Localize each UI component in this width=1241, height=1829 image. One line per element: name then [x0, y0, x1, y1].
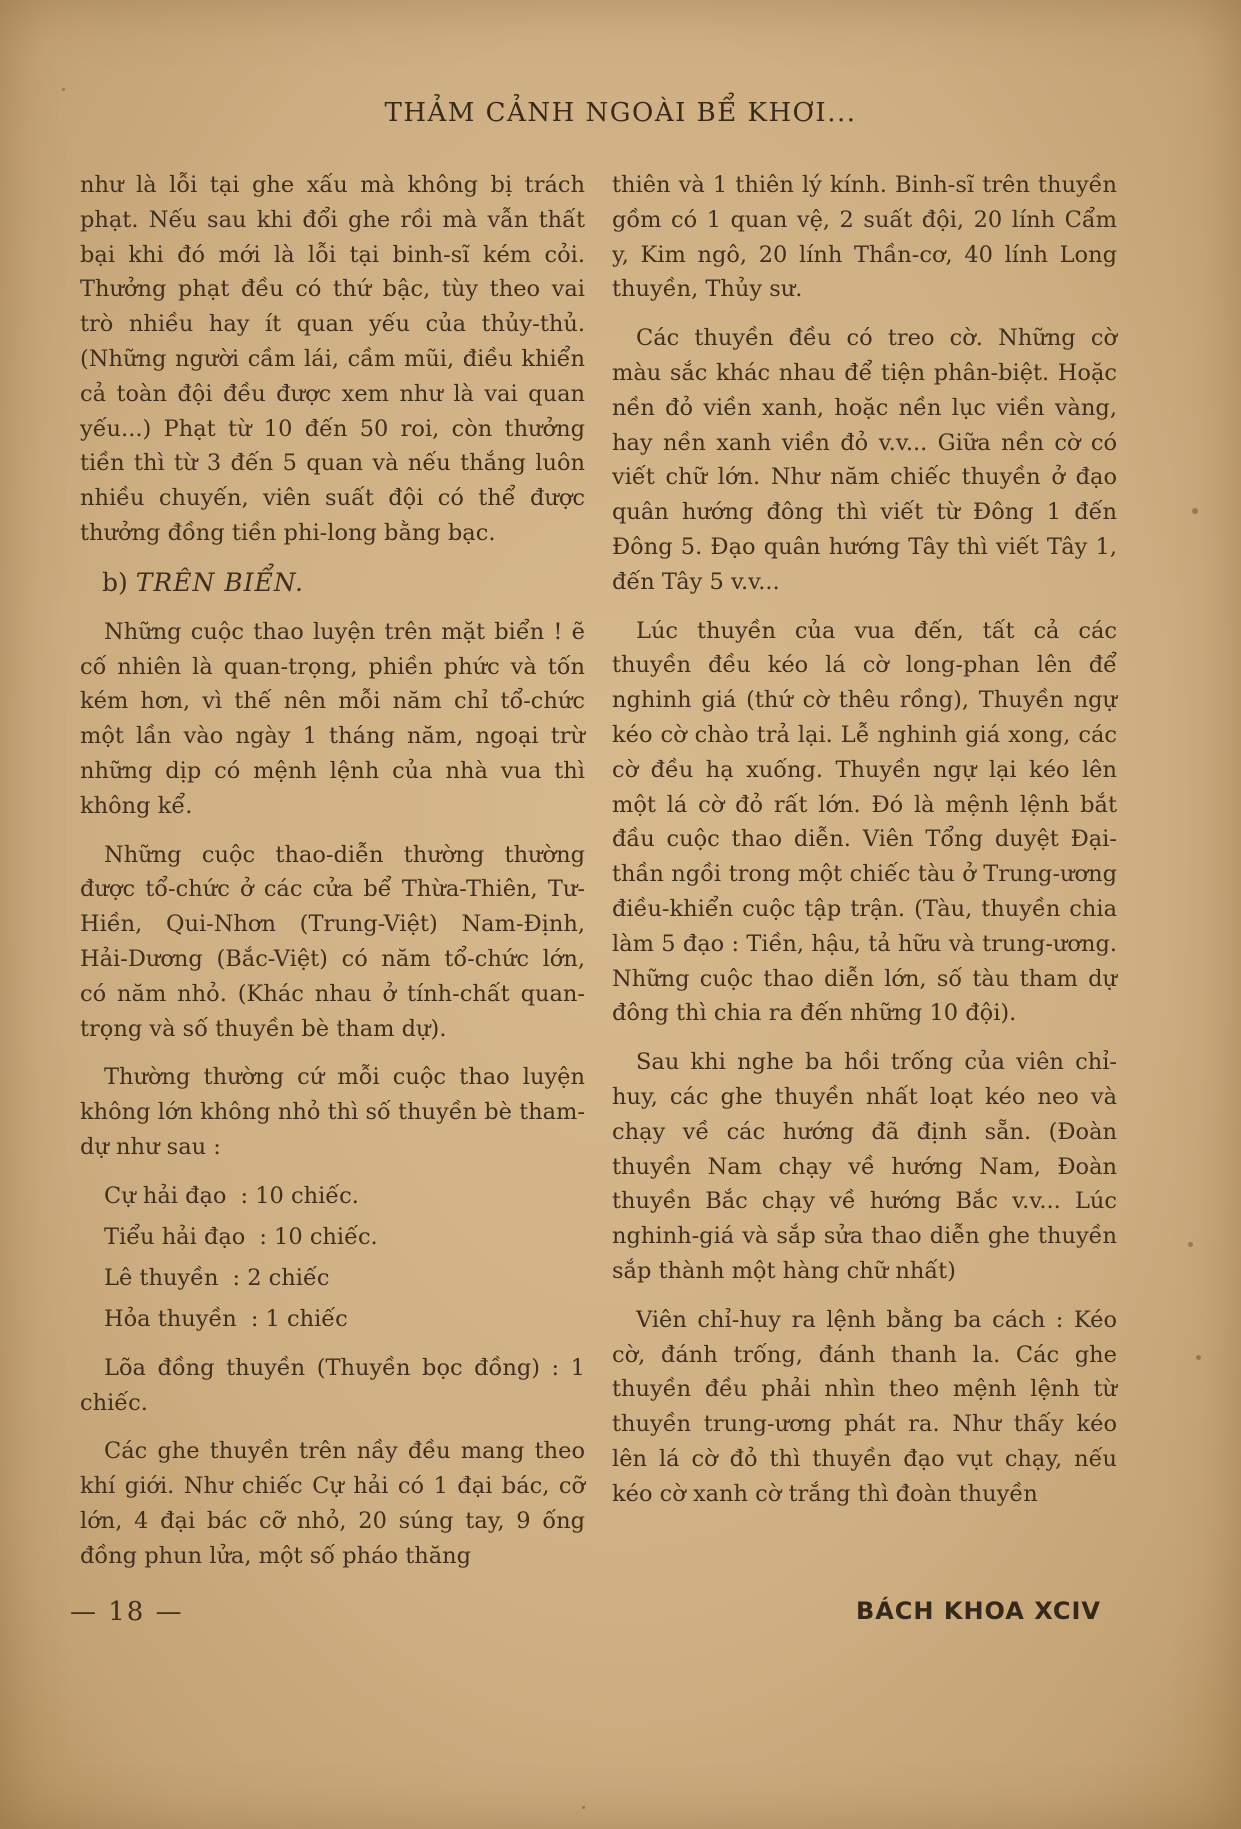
ship-quantity: : 10 chiếc. — [240, 1182, 359, 1209]
ship-name: Hỏa thuyền — [104, 1305, 237, 1332]
section-heading — [102, 565, 585, 601]
list-item — [80, 1220, 585, 1255]
paragraph: Lõa đồng thuyền (Thuyền bọc đồng) : 1 chiếc. — [80, 1354, 585, 1416]
ship-quantity: : 10 chiếc. — [259, 1223, 378, 1250]
list-item — [80, 1179, 585, 1214]
paragraph: Lúc thuyền của vua đến, tất cả các thuyền đều kéo lá cờ long-phan lên để nghinh giá (thứ cờ thêu rồng), Thuyền ngự kéo cờ chào trả lại. Lễ nghinh giá xong, các cờ đều hạ xuống. Thuyền ngự lại kéo lên một lá cờ đỏ rất lớn. Đó là mệnh lệnh bắt đầu cuộc thao diễn. Viên Tổng duyệt Đại-thần ngồi trong một chiếc tàu ở Trung-ương điều-khiển cuộc tập trận. (Tàu, thuyền chia làm 5 đạo : Tiền, hậu, tả hữu và trung-ương. Những cuộc thao diễn lớn, số tàu tham dự đông thì chia ra đến những 10 đội). — [612, 617, 1117, 1027]
left-column — [80, 168, 585, 1588]
paragraph: Các ghe thuyền trên nầy đều mang theo khí giới. Như chiếc Cự hải có 1 đại bác, cỡ lớn, 4 đại bác cỡ nhỏ, 20 súng tay, 9 ống đồng phun lửa, một số pháo thăng — [80, 1438, 585, 1569]
paper-speck — [1192, 508, 1198, 514]
section-title: TRÊN BIỂN. — [135, 567, 305, 597]
paper-speck — [1196, 1355, 1201, 1360]
paragraph: như là lỗi tại ghe xấu mà không bị trách phạt. Nếu sau khi đổi ghe rồi mà vẫn thất bại khi đó mới là lỗi tại binh-sĩ kém cỏi. Thưởng phạt đều có thứ bậc, tùy theo vai trò nhiều hay ít quan yếu của thủy-thủ. (Những người cầm lái, cầm mũi, điều khiển cả toàn đội đều được xem như là vai quan yếu...) Phạt từ 10 đến 50 roi, còn thưởng tiền thì từ 3 đến 5 quan và nếu thắng luôn nhiều chuyến, viên suất đội có thể được thưởng đồng tiền phi-long bằng bạc. — [80, 172, 585, 546]
paper-speck — [1188, 1242, 1193, 1247]
ship-name: Tiểu hải đạo — [104, 1223, 246, 1250]
running-title: THẢM CẢNH NGOÀI BỂ KHƠI... — [384, 98, 857, 128]
paragraph: Sau khi nghe ba hồi trống của viên chỉ-huy, các ghe thuyền nhất loạt kéo neo và chạy về các hướng đã định sẵn. (Đoàn thuyền Nam chạy về hướng Nam, Đoàn thuyền Bắc chạy về hướng Bắc v.v... Lúc nghinh-giá và sắp sửa thao diễn ghe thuyền sắp thành một hàng chữ nhất) — [612, 1049, 1117, 1284]
paragraph: Các thuyền đều có treo cờ. Những cờ màu sắc khác nhau để tiện phân-biệt. Hoặc nền đỏ viền xanh, hoặc nền lục viền vàng, hay nền xanh viền đỏ v.v... Giữa nền cờ có viết chữ lớn. Như năm chiếc thuyền ở đạo quân hướng đông thì viết từ Đông 1 đến Đông 5. Đạo quân hướng Tây thì viết Tây 1, đến Tây 5 v.v... — [612, 325, 1117, 595]
ship-name: Lê thuyền — [104, 1264, 219, 1291]
ship-quantity: : 1 chiếc — [250, 1305, 348, 1332]
paragraph: thiên và 1 thiên lý kính. Binh-sĩ trên thuyền gồm có 1 quan vệ, 2 suất đội, 20 lính Cẩm y, Kim ngô, 20 lính Thần-cơ, 40 lính Long thuyền, Thủy sư. — [612, 172, 1117, 303]
right-column — [612, 168, 1117, 1525]
ship-quantity: : 2 chiếc — [232, 1264, 330, 1291]
section-marker: b) — [102, 567, 128, 597]
ship-name: Cự hải đạo — [104, 1182, 227, 1209]
list-item — [80, 1302, 585, 1337]
paper-speck — [582, 1806, 585, 1809]
paragraph: Thường thường cứ mỗi cuộc thao luyện không lớn không nhỏ thì số thuyền bè tham-dự như sau : — [80, 1064, 585, 1160]
page-number: — 18 — — [70, 1597, 184, 1627]
paragraph: Những cuộc thao luyện trên mặt biển ! ẽ cố nhiên là quan-trọng, phiền phức và tốn kém hơn, vì thế nên mỗi năm chỉ tổ-chức một lần vào ngày 1 tháng năm, ngoại trừ những dịp có mệnh lệnh của nhà vua thì không kể. — [80, 618, 585, 819]
paragraph: Viên chỉ-huy ra lệnh bằng ba cách : Kéo cờ, đánh trống, đánh thanh la. Các ghe thuyền đều phải nhìn theo mệnh lệnh từ thuyền trung-ương phát ra. Như thấy kéo lên lá cờ đỏ thì thuyền đạo vụt chạy, nếu kéo cờ xanh cờ trắng thì đoàn thuyền — [612, 1306, 1117, 1507]
paragraph: Những cuộc thao-diễn thường thường được tổ-chức ở các cửa bể Thừa-Thiên, Tư-Hiền, Qui-Nhơn (Trung-Việt) Nam-Định, Hải-Dương (Bắc-Việt) có năm tổ-chức lớn, có năm nhỏ. (Khác nhau ở tính-chất quan-trọng và số thuyền bè tham dự). — [80, 841, 585, 1042]
list-item — [80, 1261, 585, 1296]
fleet-list — [80, 1179, 585, 1337]
paper-speck — [62, 88, 65, 91]
journal-name: BÁCH KHOA XCIV — [855, 1597, 1101, 1625]
